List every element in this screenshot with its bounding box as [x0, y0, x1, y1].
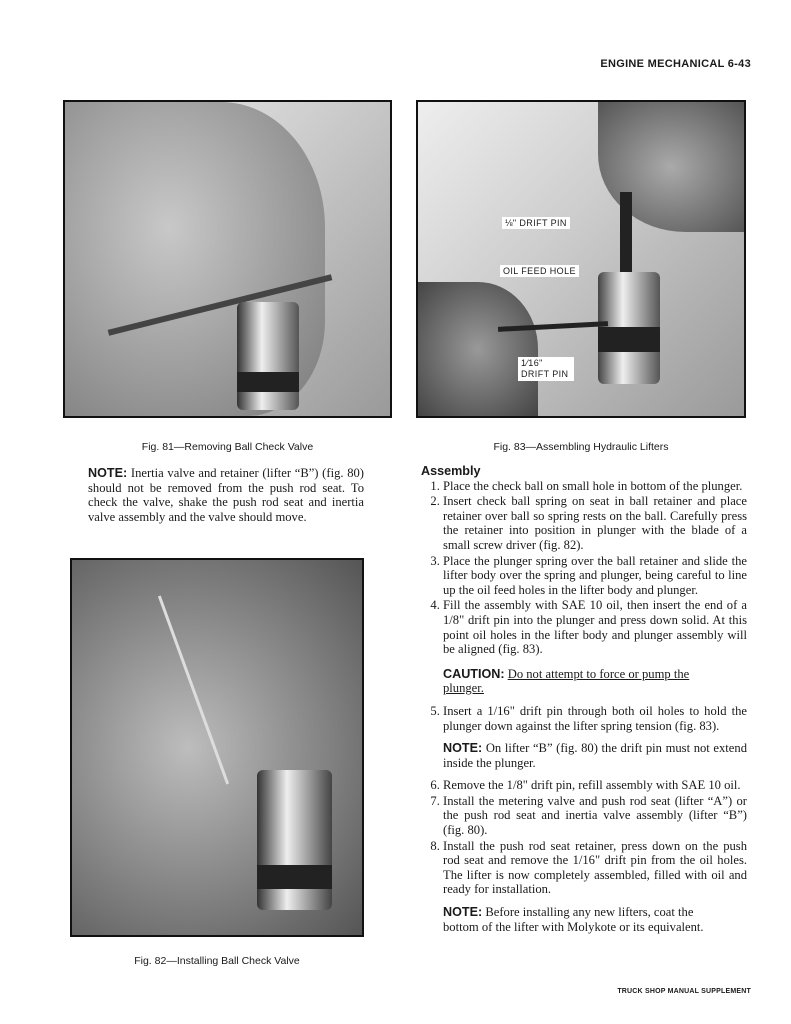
note-lifter-b: [443, 741, 747, 770]
caution-label: CAUTION:: [443, 666, 505, 681]
fig83-caption: Fig. 83—Assembling Hydraulic Lifters: [493, 441, 669, 453]
page-header: ENGINE MECHANICAL 6-43: [600, 58, 751, 70]
step-3: 3. Place the plunger spring over the ball retainer and slide the lifter body over the spring and plunger, being careful to line up the oil feed holes in the lifter body and plunger.: [443, 554, 747, 598]
left-note: [88, 466, 364, 524]
note2-label: NOTE:: [443, 905, 483, 920]
fig82-photo: [70, 558, 364, 937]
note-new-lifters: [443, 905, 722, 934]
step-7: 7. Install the metering valve and push rod seat (lifter “A”) or the push rod seat and inertia valve assembly (lifter “B”) (fig. 80).: [443, 794, 747, 838]
note-text: Inertia valve and retainer (lifter “B”) (fig. 80) should not be removed from the push rod seat. To check the valve, shake the push rod seat and inertia valve assembly and the valve should move.: [88, 466, 364, 524]
callout-eighth-drift-pin: ⅛" DRIFT PIN: [502, 217, 570, 229]
assembly-heading: Assembly: [421, 464, 481, 478]
note2-text: Before installing any new lifters, coat the bottom of the lifter with Molykote or its equivalent.: [443, 905, 704, 934]
steps-list-1: [421, 479, 747, 657]
callout-sixteenth-drift-pin: 1⁄16" DRIFT PIN: [518, 357, 574, 381]
fig81-photo: [63, 100, 392, 418]
assembly-section: [421, 464, 747, 942]
steps-list-3: [421, 778, 747, 897]
note1-label: NOTE:: [443, 741, 483, 756]
note1-text: On lifter “B” (fig. 80) the drift pin must not extend inside the plunger.: [443, 741, 747, 770]
step-5: 5. Insert a 1/16" drift pin through both oil holes to hold the plunger down against the lifter spring tension (fig. 83).: [443, 704, 747, 733]
callout-oil-feed-hole: OIL FEED HOLE: [500, 265, 579, 277]
step-2: 2. Insert check ball spring on seat in ball retainer and place retainer over ball so spring rests on the ball. Carefully press the retainer into position in plunger with the blade of a small screw driver (fig. 82).: [443, 494, 747, 552]
step-8: 8. Install the push rod seat retainer, press down on the push rod seat and remove the 1/16" drift pin from the oil holes. The lifter is now completely assembled, filled with oil and ready for installation.: [443, 839, 747, 897]
step-4: 4. Fill the assembly with SAE 10 oil, then insert the end of a 1/8" drift pin into the plunger and press down solid. At this point oil holes in the lifter body and plunger assembly will be aligned (fig. 83).: [443, 598, 747, 656]
step-1: 1. Place the check ball on small hole in bottom of the plunger.: [443, 479, 747, 494]
steps-list-2: [421, 704, 747, 733]
fig81-caption: Fig. 81—Removing Ball Check Valve: [141, 441, 314, 453]
step-6: 6. Remove the 1/8" drift pin, refill assembly with SAE 10 oil.: [443, 778, 747, 793]
fig82-caption: Fig. 82—Installing Ball Check Valve: [134, 955, 300, 967]
page-footer: TRUCK SHOP MANUAL SUPPLEMENT: [617, 988, 751, 995]
caution: [443, 667, 722, 696]
note-label: NOTE:: [88, 466, 128, 480]
caution-text: Do not attempt to force or pump the plunger.: [443, 666, 690, 696]
fig83-photo: [416, 100, 746, 418]
